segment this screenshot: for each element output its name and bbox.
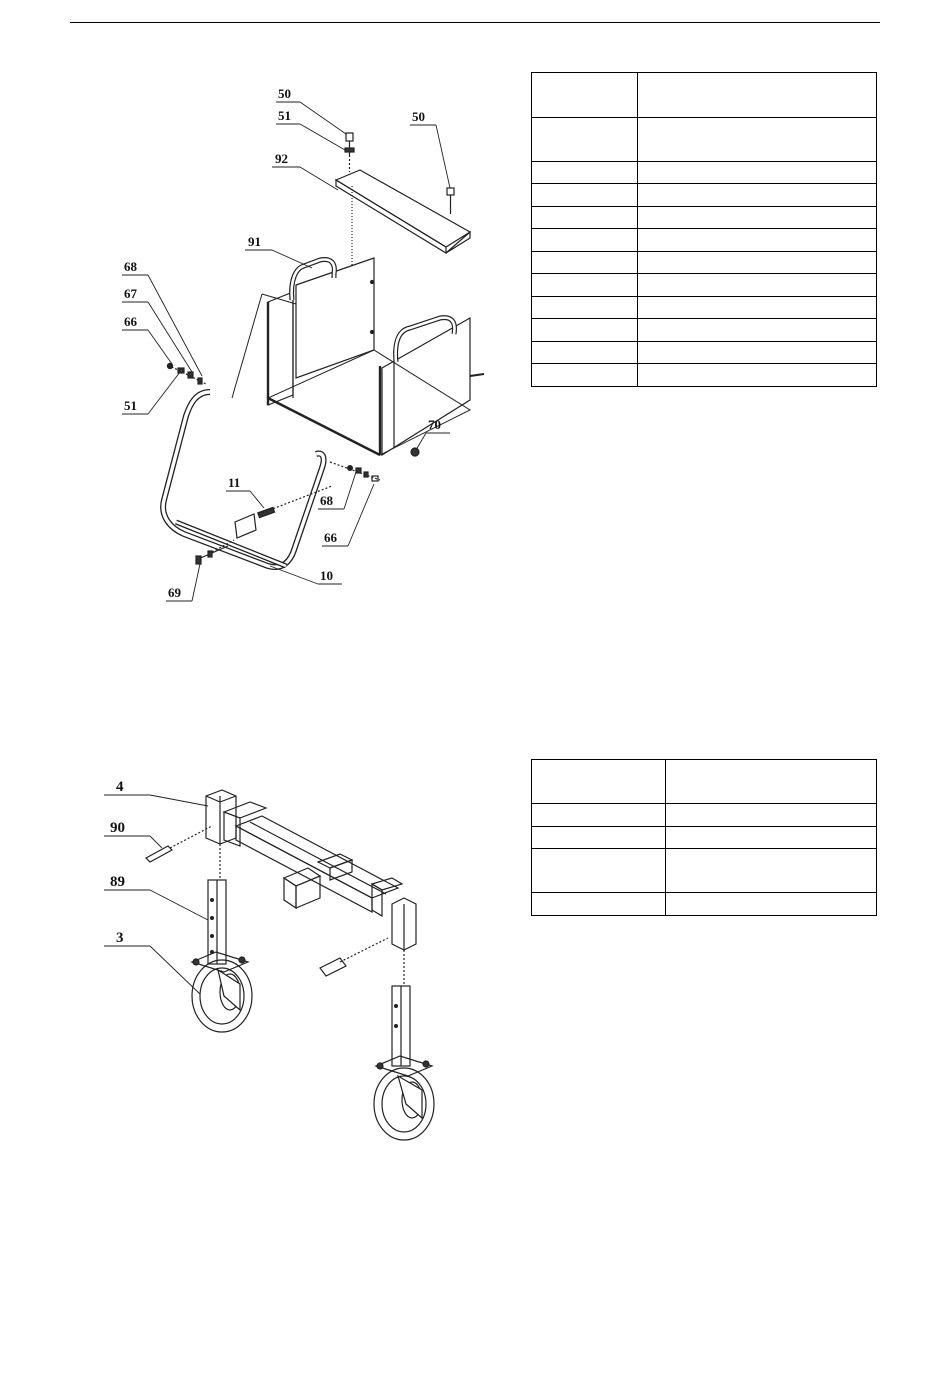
callout-51: 51	[124, 398, 137, 413]
callout-92: 92	[275, 151, 288, 166]
bolt-50-right	[447, 188, 454, 195]
part-number-cell	[532, 73, 638, 118]
parts-table-2-body	[532, 760, 877, 916]
box-floor	[268, 350, 470, 455]
table-row	[532, 364, 877, 387]
callout-89: 89	[110, 874, 125, 890]
part-description-cell	[638, 252, 877, 274]
wheel-3-right	[374, 1068, 434, 1140]
part-description-cell	[638, 364, 877, 387]
pin-90-right	[320, 958, 346, 976]
part-description-cell	[666, 827, 877, 849]
part-number-cell	[532, 364, 638, 387]
table-row	[532, 849, 877, 893]
part-description-cell	[638, 297, 877, 319]
part-description-cell	[666, 760, 877, 804]
callout-11: 11	[228, 475, 241, 490]
part-description-cell	[666, 893, 877, 916]
part-number-cell	[532, 760, 666, 804]
part-description-cell	[666, 804, 877, 827]
part-number-cell	[532, 297, 638, 319]
pin-11	[258, 507, 275, 517]
part-number-cell	[532, 184, 638, 207]
callout-50: 50	[412, 109, 425, 124]
callout-51: 51	[278, 108, 291, 123]
box-handle-left	[292, 260, 335, 300]
part-number-cell	[532, 893, 666, 916]
part-number-cell	[532, 804, 666, 827]
part-description-cell	[638, 118, 877, 162]
figure-2-callouts	[110, 779, 125, 946]
table-row	[532, 252, 877, 274]
table-row	[532, 297, 877, 319]
table-row	[532, 118, 877, 162]
part-number-cell	[532, 342, 638, 364]
part-description-cell	[638, 274, 877, 297]
part-description-cell	[638, 342, 877, 364]
callout-66: 66	[124, 314, 137, 329]
frame-bracket	[235, 514, 256, 538]
table-row	[532, 804, 877, 827]
part-description-cell	[666, 849, 877, 893]
callout-3: 3	[116, 930, 124, 946]
callout-50: 50	[278, 86, 291, 101]
callout-66: 66	[324, 530, 337, 545]
bolt-50-left	[346, 133, 353, 141]
part-description-cell	[638, 207, 877, 229]
table-row	[532, 73, 877, 118]
washer-51	[345, 148, 354, 152]
table-row	[532, 319, 877, 342]
pin-90-left	[146, 846, 172, 862]
box-side-right	[382, 318, 470, 455]
part-description-cell	[638, 184, 877, 207]
part-number-cell	[532, 274, 638, 297]
callout-4: 4	[116, 779, 124, 795]
part-number-cell	[532, 252, 638, 274]
part-description-cell	[638, 73, 877, 118]
callout-68: 68	[124, 259, 137, 274]
part-number-cell	[532, 319, 638, 342]
nut-70	[411, 448, 419, 456]
part-number-cell	[532, 162, 638, 184]
table-row	[532, 893, 877, 916]
parts-table-1	[531, 72, 877, 387]
part-description-cell	[638, 229, 877, 252]
parts-table-1-body	[532, 73, 877, 387]
callout-68: 68	[320, 493, 333, 508]
part-number-cell	[532, 118, 638, 162]
figure-2-axle-assembly	[146, 790, 434, 1140]
callout-69: 69	[168, 585, 181, 600]
tube-frame-10	[163, 392, 323, 567]
table-row	[532, 229, 877, 252]
table-row	[532, 760, 877, 804]
table-row	[532, 184, 877, 207]
callout-91: 91	[248, 234, 261, 249]
part-number-cell	[532, 229, 638, 252]
callout-70: 70	[428, 417, 441, 432]
table-row	[532, 162, 877, 184]
part-description-cell	[638, 162, 877, 184]
callout-10: 10	[320, 568, 333, 583]
table-row	[532, 207, 877, 229]
table-row	[532, 342, 877, 364]
part-number-cell	[532, 207, 638, 229]
table-row	[532, 827, 877, 849]
callout-90: 90	[110, 820, 125, 836]
part-number-cell	[532, 827, 666, 849]
parts-table-2	[531, 759, 877, 916]
table-row	[532, 274, 877, 297]
part-number-cell	[532, 849, 666, 893]
part-description-cell	[638, 319, 877, 342]
callout-67: 67	[124, 286, 137, 301]
